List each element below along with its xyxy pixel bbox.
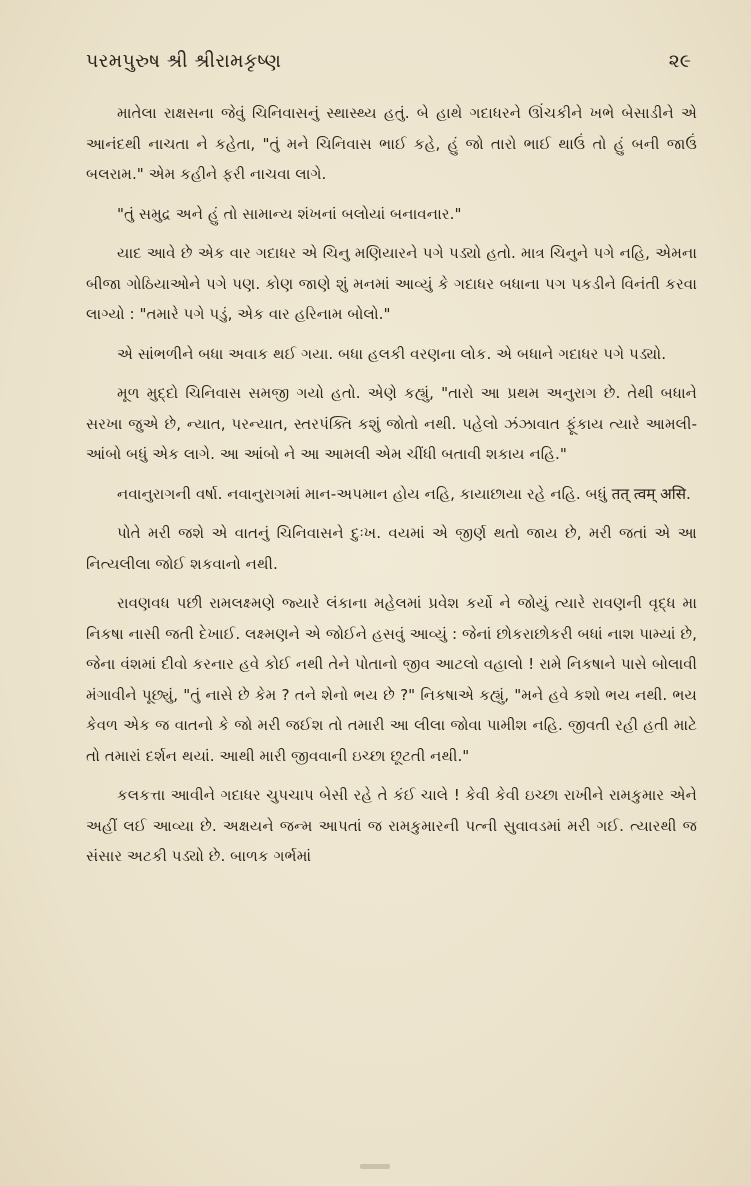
paragraph: પોતે મરી જશે એ વાતનું ચિનિવાસને દુઃખ. વયમાં એ જીર્ણ થતો જાય છે, મરી જતાં એ આ નિત્યલીલા જોઈ શકવાનો નથી. bbox=[86, 524, 697, 573]
paragraph: યાદ આવે છે એક વાર ગદાધર એ ચિનુ મણિયારને પગે પડ્યો હતો. માત્ર ચિનુને પગે નહિ, એમના બીજા ગોઠિયાઓને પગે પણ. કોણ જાણે શું મનમાં આવ્યું કે ગદાધર બધાના પગ પકડીને વિનંતી કરવા લાગ્યો : "તમારે પગે પડું, એક વાર હરિનામ બોલો." bbox=[86, 244, 697, 323]
paragraph: કલકત્તા આવીને ગદાધર ચુપચાપ બેસી રહે તે કંઈ ચાલે ! કેવી કેવી ઇચ્છા રાખીને રામકુમાર એને અહીં લઈ આવ્યા છે. અક્ષયને જન્મ આપતાં જ રામકુમારની પત્ની સુવાવડમાં મરી ગઈ. ત્યારથી જ સંસાર અટકી પડ્યો છે. બાળક ગર્ભમાં bbox=[86, 786, 697, 865]
paragraph: "તું સમુદ્ર અને હું તો સામાન્ય શંખનાં બલોયાં બનાવનાર." bbox=[117, 204, 462, 223]
page-number: ૨૯ bbox=[668, 50, 691, 72]
paragraph: એ સાંભળીને બધા અવાક થઈ ગયા. બધા હલકી વરણના લોક. એ બધાને ગદાધર પગે પડ્યો. bbox=[117, 344, 667, 363]
page-header bbox=[86, 50, 691, 84]
page-body bbox=[86, 98, 697, 881]
paragraph: નવાનુરાગની વર્ષા. નવાનુરાગમાં માન-અપમાન હોય નહિ, કાયાછાયા રહે નહિ. બધું तत् त्वम् असि. bbox=[117, 484, 691, 503]
print-smudge bbox=[360, 1164, 390, 1169]
running-head: પરમપુરુષ શ્રી શ્રીરામકૃષ્ણ bbox=[86, 50, 282, 72]
paragraph: મૂળ મુદ્દો ચિનિવાસ સમજી ગયો હતો. એણે કહ્યું, "તારો આ પ્રથમ અનુરાગ છે. તેથી બધાને સરખા જુએ છે, ન્યાત, પરન્યાત, સ્તરપંક્તિ કશું જોતો નથી. પહેલો ઝંઝાવાત ફૂંકાય ત્યારે આમલી-આંબો બધું એક લાગે. આ આંબો ને આ આમલી એમ ચીંધી બતાવી શકાય નહિ." bbox=[86, 384, 697, 463]
paragraph: માતેલા રાક્ષસના જેવું ચિનિવાસનું સ્થાસ્થ્ય હતું. બે હાથે ગદાધરને ઊંચકીને ખભે બેસાડીને એ આનંદથી નાચતા ને કહેતા, "તું મને ચિનિવાસ ભાઈ કહે, હું જો તારો ભાઈ થાઉં તો હું બની જાઉં બલરામ." એમ કહીને ફરી નાચવા લાગે. bbox=[86, 104, 697, 183]
paragraph: રાવણવધ પછી રામલક્ષ્મણે જ્યારે લંકાના મહેલમાં પ્રવેશ કર્યો ને જોયું ત્યારે રાવણની વૃદ્ધ મા નિકષા નાસી જતી દેખાઈ. લક્ષ્મણને એ જોઈને હસવું આવ્યું : જેનાં છોકરાછોકરી બધાં નાશ પામ્યાં છે, જેના વંશમાં દીવો કરનાર હવે કોઈ નથી તેને પોતાનો જીવ આટલો વહાલો ! રામે નિકષાને પાસે બોલાવી મંગાવીને પૂછ્યું, "તું નાસે છે કેમ ? તને શેનો ભય છે ?" નિકષાએ કહ્યું, "મને હવે કશો ભય નથી. ભય કેવળ એક જ વાતનો કે જો મરી જઈશ તો તમારી આ લીલા જોવા પામીશ નહિ. જીવતી રહી હતી માટે તો તમારાં દર્શન થયાં. આથી મારી જીવવાની ઇચ્છા છૂટતી નથી." bbox=[86, 594, 697, 765]
